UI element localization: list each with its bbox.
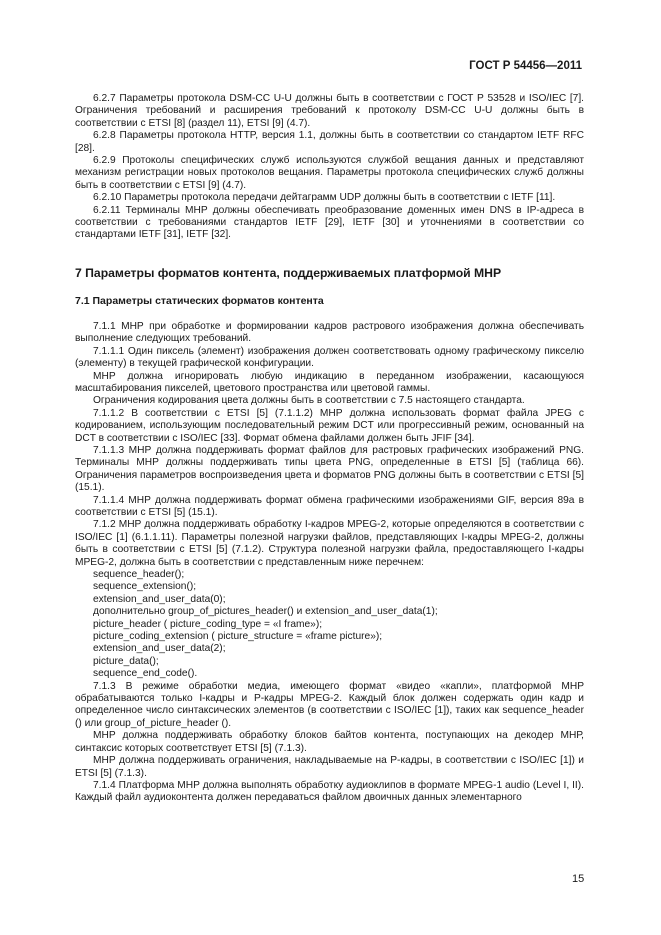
paragraph-7-1-1: 7.1.1 МНР при обработке и формировании кадров растрового изображения должна обеспечивать выполнение следующих требований. bbox=[75, 320, 584, 345]
document-code: ГОСТ Р 54456—2011 bbox=[469, 60, 582, 72]
section-7-heading: 7 Параметры форматов контента, поддерживаемых платформой МНР bbox=[75, 265, 502, 280]
paragraph-color-limits: Ограничения кодирования цвета должны быть в соответствии с 7.5 настоящего стандарта. bbox=[93, 395, 525, 407]
code-line: extension_and_user_data(0); bbox=[93, 593, 226, 605]
code-line: sequence_header(); bbox=[93, 569, 185, 580]
code-line: sequence_extension(); bbox=[93, 581, 197, 593]
paragraph-byte-blocks: МНР должна поддерживать обработку блоков байтов контента, поступающих на декодер МНР, синтаксис которых соответствует ETSI [5] (7.1.3). bbox=[75, 730, 584, 754]
paragraph-p-frames: МНР должна поддерживать ограничения, накладываемые на Р-кадры, в соответствии с ISO/IEC [1]) и ETSI [5] (7.1.3). bbox=[75, 755, 584, 779]
paragraph-6-2-7: 6.2.7 Параметры протокола DSM-CC U-U должны быть в соответствии с ГОСТ Р 53528 и ISO/IEC [7]. Ограничения требований и расширения требований к протоколу DSM-CC U-U должны быть в соответствии с ETSI [8] (раздел 11), ETSI [9] (4.7). bbox=[75, 93, 584, 129]
paragraph-7-1-4: 7.1.4 Платформа МНР должна выполнять обработку аудиоклипов в формате MPEG-1 audio (Level I, II). Каждый файл аудиоконтента должен передаваться файлом двоичных данных элементарного bbox=[75, 779, 584, 804]
section-6-block bbox=[75, 93, 584, 242]
paragraph-7-1-1-3: 7.1.1.3 МНР должна поддерживать формат файлов для растровых графических изображений PNG. Терминалы МНР должны поддерживать типы цвета PNG, определенные в ETSI [5] (таблица 66). Ограничения параметров воспроизведения цвета и форматов PNG должны быть в соответствии с ETSI [5] (15.1). bbox=[75, 444, 584, 494]
section-7-1-heading: 7.1 Параметры статических форматов контента bbox=[75, 294, 324, 307]
mpeg2-structure-list bbox=[75, 569, 584, 681]
paragraph-6-2-9: 6.2.9 Протоколы специфических служб используются службой вещания данных и представляют механизм регистрации новых протоколов вещания. Параметры протокола специфических служб должны быть в соответствии с ETSI [9] (4.7). bbox=[75, 155, 584, 191]
paragraph-6-2-10: 6.2.10 Параметры протокола передачи дейтаграмм UDP должны быть в соответствии с IETF [11]. bbox=[93, 192, 556, 204]
page-number: 15 bbox=[572, 873, 585, 885]
code-line: picture_header ( picture_coding_type = «I frame»); bbox=[93, 618, 323, 630]
paragraph-6-2-11: 6.2.11 Терминалы МНР должны обеспечивать преобразование доменных имен DNS в IP-адреса в соответствии с требованиями стандартов IETF [29], IETF [30] и уточнениями в соответствии со стандартами IETF [31], IETF [32]. bbox=[75, 204, 584, 241]
code-line: extension_and_user_data(2); bbox=[93, 643, 226, 655]
paragraph-6-2-8: 6.2.8 Параметры протокола HTTP, версия 1.1, должны быть в соответствии со стандартом IETF RFC [28]. bbox=[75, 130, 584, 154]
section-7-block-a bbox=[75, 321, 584, 569]
code-line: sequence_end_code(). bbox=[93, 668, 198, 680]
code-line: picture_coding_extension ( picture_structure = «frame picture»); bbox=[93, 631, 383, 643]
page-content bbox=[75, 93, 584, 805]
paragraph-7-1-1-4: 7.1.1.4 МНР должна поддерживать формат обмена графическими изображениями GIF, версия 89a в соответствии с ETSI [5] (15.1). bbox=[75, 494, 584, 518]
section-7-block-b bbox=[75, 681, 584, 805]
paragraph-7-1-1-1: 7.1.1.1 Один пиксель (элемент) изображения должен соответствовать одному графическому пикселю (элементу) в текущей графической конфигурации. bbox=[75, 345, 584, 370]
code-line: picture_data(); bbox=[93, 655, 159, 667]
paragraph-7-1-2: 7.1.2 МНР должна поддерживать обработку I-кадров MPEG-2, которые определяются в соответствии с ISO/IEC [1] (6.1.1.11). Параметры полезной нагрузки файлов, представляющих I-кадры MPEG-2, должны быть в соответствии с ETSI [5] (7.1.2). Структура полезной нагрузки файла, предоставляющего I-кадры MPEG-2, должна быть в соответствии с представленным ниже перечнем: bbox=[75, 519, 584, 568]
paragraph-scaling: МНР должна игнорировать любую индикацию в переданном изображении, касающуюся масштабирования пикселей, цветового пространства или цветовой гаммы. bbox=[75, 370, 584, 394]
paragraph-7-1-3: 7.1.3 В режиме обработки медиа, имеющего формат «видео «капли», платформой МНР обрабатываются только I-кадры и Р-кадры MPEG-2. Каждый блок должен содержать один кадр и определенное число синтаксических элементов (в соответствии с ISO/IEC [1]), таких как sequence_header () или group_of_picture_header (). bbox=[75, 680, 584, 729]
paragraph-7-1-1-2: 7.1.1.2 В соответствии с ETSI [5] (7.1.1.2) МНР должна использовать формат файла JPEG с кодированием, использующим последовательный режим DCT или прогрессивный режим, основанный на DCT в соответствии с ISO/IEC [33]. Формат обмена файлами должен быть JFIF [34]. bbox=[75, 407, 584, 444]
code-line: дополнительно group_of_pictures_header() и extension_and_user_data(1); bbox=[93, 606, 438, 618]
